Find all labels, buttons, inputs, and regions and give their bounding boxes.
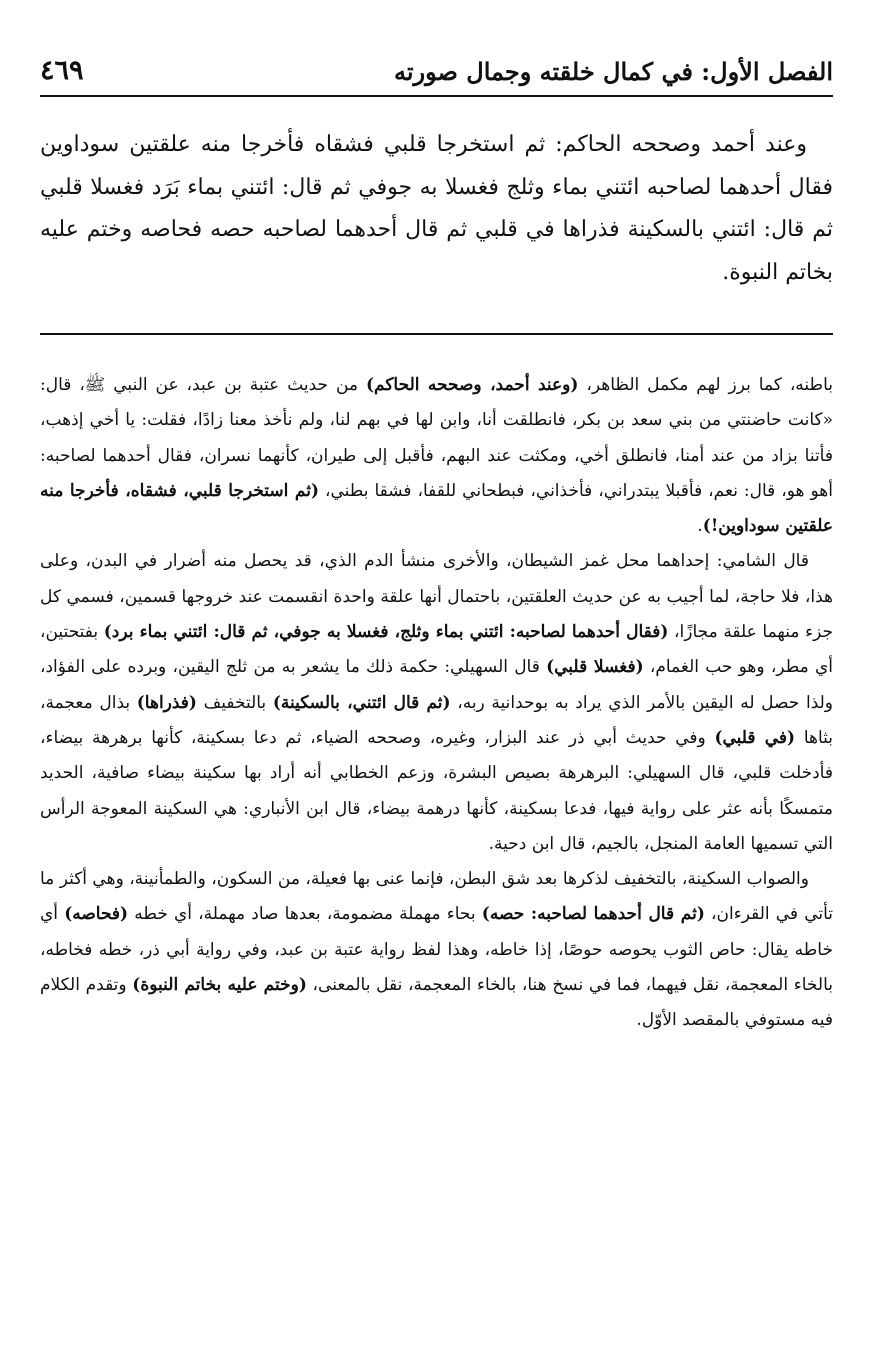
commentary-paragraph [40,544,833,862]
quoted-phrase: (في قلبي) [714,727,796,748]
chapter-title: الفصل الأول: في كمال خلقته وجمال صورته [393,57,833,86]
commentary-paragraph [40,862,833,1038]
text-run: أي خاطه يقال: حاص الثوب يحوصه حوصًا، إذا خاطه، وهذا لفظ رواية عتبة بن عبد، وفي رواية أبي ذر، خطه فخاطه، بالخاء المعجمة، نقل فيهما، فما في نسخ هنا، بالخاء المعجمة، نقل بالمعنى، [40,904,833,996]
text-run: بذال معجمة، بثاها [40,692,834,748]
commentary-paragraph [40,368,833,544]
quoted-phrase: (ثم قال ائتني، بالسكينة) [272,692,451,713]
quoted-phrase: (فغسلا قلبي) [546,657,644,678]
quoted-phrase: (وعند أحمد، وصححه الحاكم) [365,375,579,395]
text-run: باطنه، كما برز لهم مكمل الظاهر، [578,375,833,395]
quoted-phrase: (وختم عليه بخاتم النبوة) [132,975,307,996]
text-run: من حديث عتبة بن عبد، عن النبي ﷺ، قال: «كانت حاضنتي من بني سعد بن بكر، فانطلقت أنا، وابن لها في بهم لنا، ولم نأخذ معنا زادًا، فقلت: يا أخي إذهب، فأتنا بزاد من عند أمنا، فانطلق أخي، ومكثت عند البهم، فأقبل إلى طيران، كأنهما نسران، فقال أحدهما لصاحبه: أهو هو، قال: نعم، فأقبلا يبتدراني، فأخذاني، فبطحاني للقفا، فشقا بطني، [40,375,833,501]
text-run: والصواب السكينة، بالتخفيف لذكرها بعد شق البطن، فإنما عنى بها فعيلة، من السكون، والطمأنينة، وهي أكثر ما تأتي في القرءان، [40,869,834,925]
text-run: قال السهيلي: حكمة ذلك ما يشعر به من ثلج اليقين، وبرده على الفؤاد، ولذا حصل له اليقين بالأمر الذي يراد به بوحدانية ربه، [40,657,834,713]
text-run: بالتخفيف [196,692,273,713]
commentary-divider [40,333,833,335]
text-run: قال الشامي: إحداهما محل غمز الشيطان، والأخرى منشأ الدم الذي، قد يحصل منه أضرار في البدن، وعلى هذا، فلا حاجة، لما أجيب به عن حديث العلقتين، باحتمال أنها علقة واحدة انقسمت عند خروجها قسمين، فسمي كل جزء منهما علقة مجازًا، [40,551,833,643]
quoted-phrase: (ثم استخرجا قلبي، فشقاه، فأخرجا منه علقتين سوداوين!) [40,480,833,537]
text-run: وتقدم الكلام فيه مستوفي بالمقصد الأوّل. [40,975,833,1031]
page-number: ٤٦٩ [40,55,84,86]
quoted-phrase: (فذراها) [136,692,197,713]
header-divider [40,95,833,97]
quoted-phrase: (فحاصه) [64,904,129,925]
commentary-section [40,368,833,1039]
running-header [40,46,833,86]
text-run: بحاء مهملة مضمومة، بعدها صاد مهملة، أي خطه [128,904,482,925]
text-run: وفي حديث أبي ذر عند البزار، وغيره، وصححه الضياء، ثم دعا بسكينة، كأنها برهرهة بيضاء، فأدخلت قلبي، قال السهيلي: البرهرهة بصيص البشرة، وزعم الخطابي أنه أراد بها سكينة بيضاء صافية، الحديد متمسكًا بأنه عثر على رواية فيها، فدعا بسكينة، كأنها درهمة بيضاء، قال ابن الأنباري: هي السكينة المعوجة الرأس التي تسميها العامة المنجل، بالجيم، قال ابن دحية. [40,727,833,854]
quoted-phrase: (فقال أحدهما لصاحبه: ائتني بماء وثلج، فغسلا به جوفي، ثم قال: ائتني بماء برد) [103,622,669,643]
text-run: . [697,516,703,537]
text-run: بفتحتين، أي مطر، وهو حب الغمام، [40,622,833,678]
quoted-phrase: (ثم قال أحدهما لصاحبه: حصه) [481,904,705,925]
main-hadith-text: وعند أحمد وصححه الحاكم: ثم استخرجا قلبي فشقاه فأخرجا منه علقتين سوداوين فقال أحدهما لصاحبه ائتني بماء وثلج فغسلا به جوفي ثم قال: ائتني بماء بَرَد فغسلا قلبي ثم قال: ائتني بالسكينة فذراها في قلبي ثم قال أحدهما لصاحبه حصه فحاصه وختم عليه بخاتم النبوة. [40,132,833,285]
